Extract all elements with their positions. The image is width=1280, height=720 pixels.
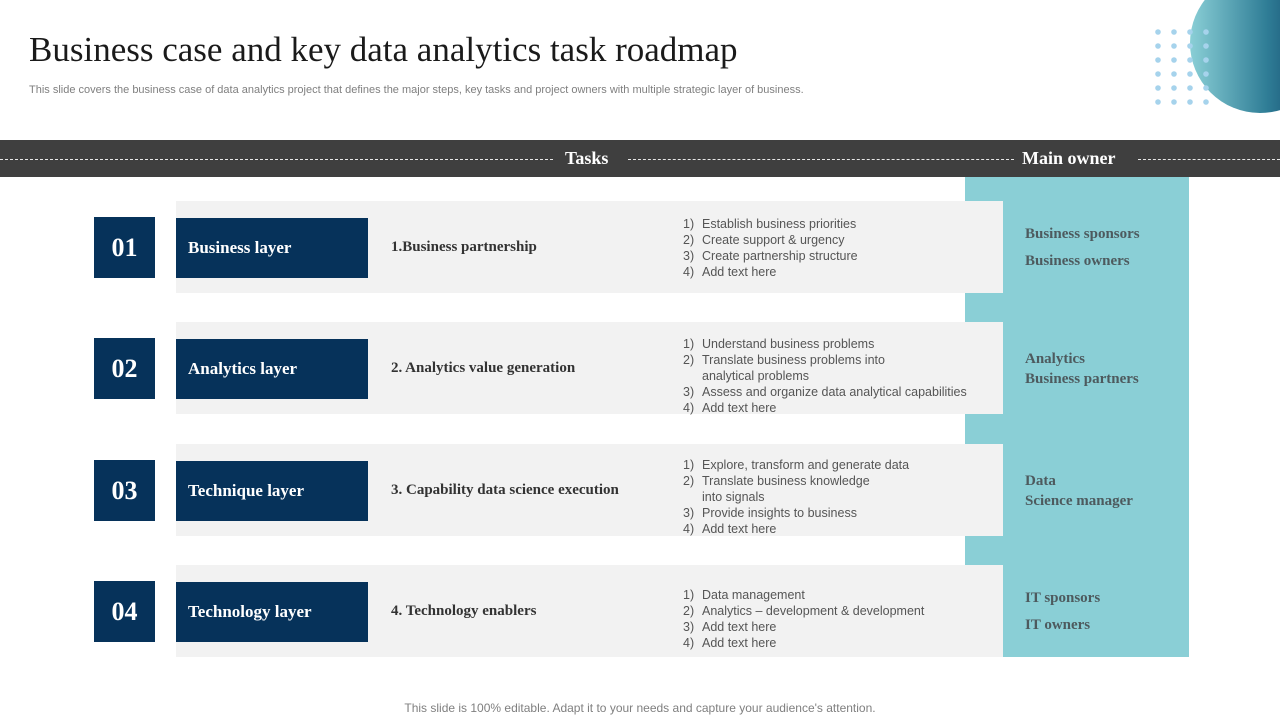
task-steps-list	[683, 336, 967, 416]
task-step	[683, 473, 909, 505]
owner-name: Analytics	[1025, 351, 1085, 367]
row-number-badge: 02	[94, 338, 155, 399]
step-text: Data management	[702, 588, 805, 602]
decor-dot	[1203, 99, 1209, 105]
step-number: 3)	[683, 385, 695, 399]
band-dash-left	[0, 159, 553, 160]
decor-dot	[1171, 29, 1177, 35]
owner-column-label: Main owner	[1022, 148, 1116, 168]
decor-dot	[1187, 85, 1193, 91]
task-step	[683, 384, 967, 400]
decor-dot	[1187, 43, 1193, 49]
decor-dot	[1155, 99, 1161, 105]
task-step	[683, 352, 967, 384]
task-steps-list	[683, 216, 858, 280]
decor-dot	[1155, 43, 1161, 49]
page-title: Business case and key data analytics task roadmap	[29, 30, 738, 69]
step-text: Add text here	[702, 401, 777, 415]
task-step	[683, 619, 924, 635]
decorative-circle	[1190, 0, 1280, 113]
owner-name: Data	[1025, 473, 1056, 489]
decor-dot	[1203, 29, 1209, 35]
corner-decoration	[1150, 0, 1280, 120]
step-text: Translate business knowledge	[702, 474, 870, 488]
layer-label: Analytics layer	[176, 339, 368, 399]
step-number: 1)	[683, 458, 695, 472]
layer-label: Technique layer	[176, 461, 368, 521]
task-step	[683, 400, 967, 416]
decor-dot	[1203, 43, 1209, 49]
decor-dot	[1187, 99, 1193, 105]
decor-dot	[1155, 71, 1161, 77]
owner-name: Business owners	[1025, 253, 1130, 269]
decor-dot	[1155, 29, 1161, 35]
task-step	[683, 587, 924, 603]
step-number: 3)	[683, 620, 695, 634]
step-text: into signals	[702, 490, 765, 504]
step-number: 3)	[683, 249, 695, 263]
step-number: 2)	[683, 233, 695, 247]
owner-name: Business partners	[1025, 371, 1139, 387]
step-text: Create support & urgency	[702, 233, 845, 247]
step-text: Establish business priorities	[702, 217, 857, 231]
decor-dot	[1203, 85, 1209, 91]
step-text: Add text here	[702, 265, 777, 279]
task-step	[683, 457, 909, 473]
tasks-column-label: Tasks	[565, 148, 609, 168]
band-dash-right	[1138, 159, 1280, 160]
owner-name: IT sponsors	[1025, 590, 1101, 606]
page-subtitle: This slide covers the business case of data analytics project that defines the major steps, key tasks and project owners with multiple strategic layer of business.	[29, 84, 804, 96]
task-step	[683, 232, 858, 248]
owner-name: Business sponsors	[1025, 226, 1140, 242]
step-number: 2)	[683, 353, 695, 367]
owner-box	[1003, 565, 1189, 657]
decor-dot	[1203, 57, 1209, 63]
step-number: 4)	[683, 636, 695, 650]
decor-dot	[1203, 71, 1209, 77]
task-title: 2. Analytics value generation	[391, 360, 576, 376]
task-title: 4. Technology enablers	[391, 603, 537, 619]
task-step	[683, 264, 858, 280]
step-number: 4)	[683, 522, 695, 536]
owner-name: Science manager	[1025, 493, 1133, 509]
step-text: Analytics – development & development	[702, 604, 925, 618]
step-number: 1)	[683, 337, 695, 351]
step-text: Understand business problems	[702, 337, 875, 351]
step-text: Add text here	[702, 620, 777, 634]
step-number: 4)	[683, 265, 695, 279]
decor-dot	[1155, 85, 1161, 91]
task-steps-list	[683, 457, 909, 537]
step-text: Add text here	[702, 522, 777, 536]
step-text: Create partnership structure	[702, 249, 858, 263]
decor-dot	[1171, 99, 1177, 105]
decor-dot	[1155, 57, 1161, 63]
row-number-badge: 03	[94, 460, 155, 521]
task-step	[683, 635, 924, 651]
owner-box	[1003, 322, 1189, 414]
step-number: 2)	[683, 474, 695, 488]
layer-label: Business layer	[176, 218, 368, 278]
step-text: Assess and organize data analytical capabilities	[702, 385, 967, 399]
decor-dot	[1187, 57, 1193, 63]
row-number-badge: 01	[94, 217, 155, 278]
decor-dot	[1171, 43, 1177, 49]
decor-dot	[1187, 29, 1193, 35]
step-text: Explore, transform and generate data	[702, 458, 910, 472]
step-number: 3)	[683, 506, 695, 520]
row-number-badge: 04	[94, 581, 155, 642]
step-text: Translate business problems into	[702, 353, 885, 367]
decor-dot	[1171, 85, 1177, 91]
task-step	[683, 603, 924, 619]
band-dash-middle	[628, 159, 1014, 160]
step-number: 1)	[683, 217, 695, 231]
task-steps-list	[683, 587, 924, 651]
task-step	[683, 336, 967, 352]
step-number: 2)	[683, 604, 695, 618]
step-number: 4)	[683, 401, 695, 415]
step-text: Add text here	[702, 636, 777, 650]
task-step	[683, 505, 909, 521]
footer-note: This slide is 100% editable. Adapt it to your needs and capture your audience's attention.	[404, 701, 876, 715]
task-step	[683, 521, 909, 537]
task-title: 1.Business partnership	[391, 239, 537, 255]
step-text: analytical problems	[702, 369, 809, 383]
decor-dot	[1187, 71, 1193, 77]
owner-name: IT owners	[1025, 617, 1091, 633]
task-step	[683, 248, 858, 264]
task-title: 3. Capability data science execution	[391, 482, 619, 498]
step-number: 1)	[683, 588, 695, 602]
owner-box	[1003, 444, 1189, 536]
task-step	[683, 216, 858, 232]
layer-label: Technology layer	[176, 582, 368, 642]
owner-box	[1003, 201, 1189, 293]
step-text: Provide insights to business	[702, 506, 857, 520]
decor-dot	[1171, 71, 1177, 77]
decor-dot	[1171, 57, 1177, 63]
